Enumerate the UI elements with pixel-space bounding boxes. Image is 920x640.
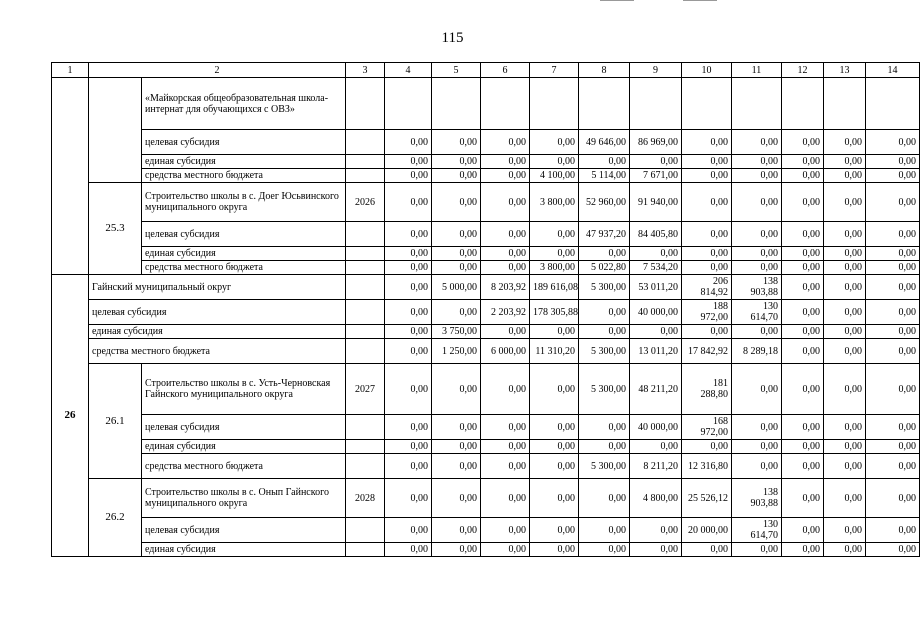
value-cell: 0,00 xyxy=(481,261,530,275)
value-cell: 0,00 xyxy=(481,454,530,479)
year-cell xyxy=(346,454,385,479)
value-cell: 0,00 xyxy=(824,169,866,183)
value-cell: 0,00 xyxy=(824,130,866,155)
value-cell xyxy=(732,78,782,130)
value-cell: 0,00 xyxy=(385,300,432,325)
table-row xyxy=(52,222,920,247)
value-cell: 0,00 xyxy=(530,222,579,247)
table-row xyxy=(52,325,920,339)
year-cell xyxy=(346,543,385,557)
value-cell: 0,00 xyxy=(530,364,579,415)
table-row xyxy=(52,339,920,364)
value-cell xyxy=(432,78,481,130)
value-cell: 91 940,00 xyxy=(630,183,682,222)
table-row xyxy=(52,155,920,169)
value-cell: 0,00 xyxy=(682,440,732,454)
value-cell: 0,00 xyxy=(682,169,732,183)
value-cell: 40 000,00 xyxy=(630,415,682,440)
value-cell: 0,00 xyxy=(732,261,782,275)
value-cell: 0,00 xyxy=(481,155,530,169)
value-cell: 178 305,88 xyxy=(530,300,579,325)
value-cell: 0,00 xyxy=(481,222,530,247)
value-cell: 0,00 xyxy=(432,155,481,169)
header-cell: 5 xyxy=(432,63,481,78)
value-cell: 2 203,92 xyxy=(481,300,530,325)
value-cell: 0,00 xyxy=(782,454,824,479)
value-cell: 0,00 xyxy=(579,518,630,543)
row-label: «Майкорская общеобразовательная школа-интернат для обучающихся с ОВЗ» xyxy=(142,78,346,130)
value-cell: 0,00 xyxy=(682,543,732,557)
value-cell: 0,00 xyxy=(782,543,824,557)
value-cell: 0,00 xyxy=(630,518,682,543)
table-row xyxy=(52,518,920,543)
row-label: единая субсидия xyxy=(142,247,346,261)
value-cell xyxy=(530,78,579,130)
value-cell: 0,00 xyxy=(385,364,432,415)
year-cell xyxy=(346,169,385,183)
row-label: средства местного бюджета xyxy=(142,169,346,183)
value-cell: 4 800,00 xyxy=(630,479,682,518)
year-cell: 2026 xyxy=(346,183,385,222)
header-cell: 10 xyxy=(682,63,732,78)
table-row xyxy=(52,454,920,479)
value-cell: 8 211,20 xyxy=(630,454,682,479)
header-cell: 12 xyxy=(782,63,824,78)
value-cell: 130 614,70 xyxy=(732,518,782,543)
value-cell xyxy=(579,78,630,130)
value-cell: 0,00 xyxy=(682,183,732,222)
value-cell: 5 022,80 xyxy=(579,261,630,275)
value-cell: 0,00 xyxy=(481,543,530,557)
value-cell: 181 288,80 xyxy=(682,364,732,415)
value-cell: 7 534,20 xyxy=(630,261,682,275)
value-cell: 6 000,00 xyxy=(481,339,530,364)
year-cell xyxy=(346,247,385,261)
row-label: средства местного бюджета xyxy=(142,261,346,275)
value-cell: 0,00 xyxy=(385,247,432,261)
value-cell: 0,00 xyxy=(481,479,530,518)
value-cell: 0,00 xyxy=(866,222,920,247)
value-cell: 0,00 xyxy=(530,440,579,454)
row-label: Строительство школы в с. Доег Юсьвинского муниципального округа xyxy=(142,183,346,222)
header-cell: 6 xyxy=(481,63,530,78)
row-label: Строительство школы в с. Онып Гайнского муниципального округа xyxy=(142,479,346,518)
value-cell: 0,00 xyxy=(432,222,481,247)
value-cell: 130 614,70 xyxy=(732,300,782,325)
value-cell: 0,00 xyxy=(824,518,866,543)
value-cell: 0,00 xyxy=(432,130,481,155)
value-cell: 0,00 xyxy=(432,440,481,454)
value-cell: 0,00 xyxy=(579,440,630,454)
value-cell: 0,00 xyxy=(824,415,866,440)
value-cell: 5 114,00 xyxy=(579,169,630,183)
value-cell: 188 972,00 xyxy=(682,300,732,325)
value-cell: 0,00 xyxy=(866,300,920,325)
value-cell: 0,00 xyxy=(824,300,866,325)
value-cell: 0,00 xyxy=(579,415,630,440)
value-cell: 0,00 xyxy=(481,130,530,155)
value-cell: 0,00 xyxy=(385,415,432,440)
subsection-number: 26.2 xyxy=(89,479,142,557)
value-cell xyxy=(630,78,682,130)
header-cell: 13 xyxy=(824,63,866,78)
value-cell: 0,00 xyxy=(630,247,682,261)
value-cell: 0,00 xyxy=(866,183,920,222)
scan-edge-mark xyxy=(600,0,634,1)
value-cell: 0,00 xyxy=(782,300,824,325)
value-cell: 0,00 xyxy=(732,325,782,339)
value-cell: 0,00 xyxy=(432,169,481,183)
value-cell: 0,00 xyxy=(732,543,782,557)
table-row xyxy=(52,479,920,518)
year-cell xyxy=(346,518,385,543)
value-cell: 0,00 xyxy=(782,155,824,169)
value-cell: 0,00 xyxy=(782,275,824,300)
table-row xyxy=(52,261,920,275)
header-row xyxy=(52,63,920,78)
value-cell: 0,00 xyxy=(530,247,579,261)
value-cell: 0,00 xyxy=(682,155,732,169)
year-cell xyxy=(346,78,385,130)
value-cell: 0,00 xyxy=(782,440,824,454)
value-cell: 0,00 xyxy=(732,454,782,479)
value-cell: 0,00 xyxy=(732,415,782,440)
value-cell: 0,00 xyxy=(385,339,432,364)
value-cell: 0,00 xyxy=(530,479,579,518)
value-cell: 5 000,00 xyxy=(432,275,481,300)
value-cell: 0,00 xyxy=(481,169,530,183)
value-cell: 0,00 xyxy=(732,130,782,155)
value-cell: 0,00 xyxy=(630,440,682,454)
value-cell: 0,00 xyxy=(866,543,920,557)
value-cell: 8 289,18 xyxy=(732,339,782,364)
value-cell: 5 300,00 xyxy=(579,454,630,479)
value-cell: 138 903,88 xyxy=(732,479,782,518)
value-cell: 47 937,20 xyxy=(579,222,630,247)
value-cell: 0,00 xyxy=(481,247,530,261)
row-label: единая субсидия xyxy=(142,440,346,454)
value-cell: 0,00 xyxy=(866,339,920,364)
value-cell: 0,00 xyxy=(866,364,920,415)
row-label: единая субсидия xyxy=(142,543,346,557)
value-cell: 0,00 xyxy=(866,518,920,543)
value-cell: 0,00 xyxy=(630,155,682,169)
value-cell: 0,00 xyxy=(579,247,630,261)
header-cell: 9 xyxy=(630,63,682,78)
value-cell xyxy=(682,78,732,130)
value-cell: 0,00 xyxy=(579,543,630,557)
header-cell: 2 xyxy=(89,63,346,78)
row-label: единая субсидия xyxy=(142,155,346,169)
value-cell: 0,00 xyxy=(630,325,682,339)
value-cell: 0,00 xyxy=(866,325,920,339)
value-cell: 0,00 xyxy=(530,454,579,479)
value-cell: 0,00 xyxy=(824,440,866,454)
table-row xyxy=(52,543,920,557)
value-cell: 0,00 xyxy=(579,300,630,325)
subsection-cell xyxy=(89,78,142,183)
value-cell: 0,00 xyxy=(682,247,732,261)
year-cell xyxy=(346,440,385,454)
header-cell: 11 xyxy=(732,63,782,78)
scan-edge-mark xyxy=(683,0,717,1)
value-cell: 0,00 xyxy=(530,325,579,339)
value-cell: 0,00 xyxy=(782,415,824,440)
value-cell: 0,00 xyxy=(432,247,481,261)
budget-table xyxy=(51,62,920,557)
row-label: целевая субсидия xyxy=(142,222,346,247)
value-cell: 0,00 xyxy=(481,415,530,440)
table-row xyxy=(52,247,920,261)
value-cell: 0,00 xyxy=(824,454,866,479)
value-cell: 1 250,00 xyxy=(432,339,481,364)
value-cell: 0,00 xyxy=(782,247,824,261)
value-cell: 0,00 xyxy=(530,518,579,543)
value-cell: 0,00 xyxy=(432,518,481,543)
value-cell: 5 300,00 xyxy=(579,275,630,300)
value-cell: 0,00 xyxy=(385,183,432,222)
value-cell: 0,00 xyxy=(866,247,920,261)
value-cell: 49 646,00 xyxy=(579,130,630,155)
row-label: целевая субсидия xyxy=(142,518,346,543)
value-cell: 0,00 xyxy=(385,169,432,183)
value-cell: 0,00 xyxy=(530,543,579,557)
row-label: средства местного бюджета xyxy=(142,454,346,479)
value-cell: 20 000,00 xyxy=(682,518,732,543)
subsection-number: 26.1 xyxy=(89,364,142,479)
value-cell: 0,00 xyxy=(432,454,481,479)
year-cell: 2027 xyxy=(346,364,385,415)
value-cell: 0,00 xyxy=(866,440,920,454)
value-cell: 0,00 xyxy=(824,261,866,275)
value-cell: 0,00 xyxy=(579,479,630,518)
value-cell: 8 203,92 xyxy=(481,275,530,300)
value-cell: 0,00 xyxy=(824,339,866,364)
value-cell: 25 526,12 xyxy=(682,479,732,518)
value-cell: 0,00 xyxy=(385,130,432,155)
value-cell: 4 100,00 xyxy=(530,169,579,183)
value-cell: 48 211,20 xyxy=(630,364,682,415)
value-cell: 0,00 xyxy=(579,155,630,169)
value-cell: 206 814,92 xyxy=(682,275,732,300)
value-cell: 0,00 xyxy=(481,325,530,339)
section-number-cell xyxy=(52,78,89,275)
value-cell: 0,00 xyxy=(682,222,732,247)
value-cell: 13 011,20 xyxy=(630,339,682,364)
value-cell: 0,00 xyxy=(630,543,682,557)
table-row xyxy=(52,183,920,222)
value-cell: 189 616,08 xyxy=(530,275,579,300)
value-cell xyxy=(824,78,866,130)
value-cell: 0,00 xyxy=(432,261,481,275)
value-cell: 0,00 xyxy=(732,440,782,454)
value-cell: 0,00 xyxy=(732,155,782,169)
value-cell: 0,00 xyxy=(682,130,732,155)
value-cell: 0,00 xyxy=(385,275,432,300)
header-cell: 14 xyxy=(866,63,920,78)
row-label: Гайнский муниципальный округ xyxy=(89,275,346,300)
row-label: единая субсидия xyxy=(89,325,346,339)
header-cell: 4 xyxy=(385,63,432,78)
value-cell: 0,00 xyxy=(824,183,866,222)
value-cell xyxy=(385,78,432,130)
value-cell: 0,00 xyxy=(866,130,920,155)
value-cell: 0,00 xyxy=(385,261,432,275)
value-cell: 0,00 xyxy=(824,155,866,169)
value-cell: 0,00 xyxy=(782,169,824,183)
value-cell: 0,00 xyxy=(866,275,920,300)
value-cell: 0,00 xyxy=(385,440,432,454)
table-row xyxy=(52,130,920,155)
year-cell xyxy=(346,275,385,300)
value-cell: 0,00 xyxy=(782,222,824,247)
value-cell: 168 972,00 xyxy=(682,415,732,440)
page-number: 115 xyxy=(441,30,464,46)
table-row xyxy=(52,78,920,130)
value-cell: 3 800,00 xyxy=(530,261,579,275)
value-cell: 0,00 xyxy=(530,155,579,169)
value-cell: 11 310,20 xyxy=(530,339,579,364)
year-cell xyxy=(346,415,385,440)
value-cell: 0,00 xyxy=(432,183,481,222)
value-cell: 0,00 xyxy=(782,339,824,364)
value-cell: 17 842,92 xyxy=(682,339,732,364)
table-row xyxy=(52,364,920,415)
value-cell: 0,00 xyxy=(782,518,824,543)
year-cell xyxy=(346,261,385,275)
value-cell: 5 300,00 xyxy=(579,339,630,364)
value-cell: 0,00 xyxy=(481,440,530,454)
value-cell: 86 969,00 xyxy=(630,130,682,155)
section-number-cell: 26 xyxy=(52,275,89,557)
value-cell: 0,00 xyxy=(732,183,782,222)
value-cell: 0,00 xyxy=(432,479,481,518)
year-cell xyxy=(346,325,385,339)
value-cell: 0,00 xyxy=(481,518,530,543)
value-cell: 53 011,20 xyxy=(630,275,682,300)
row-label: целевая субсидия xyxy=(142,415,346,440)
value-cell: 0,00 xyxy=(385,222,432,247)
value-cell: 0,00 xyxy=(432,300,481,325)
value-cell: 0,00 xyxy=(732,169,782,183)
value-cell: 0,00 xyxy=(385,479,432,518)
value-cell: 0,00 xyxy=(824,364,866,415)
row-label: целевая субсидия xyxy=(142,130,346,155)
value-cell xyxy=(481,78,530,130)
row-label: целевая субсидия xyxy=(89,300,346,325)
value-cell: 84 405,80 xyxy=(630,222,682,247)
value-cell: 0,00 xyxy=(824,479,866,518)
value-cell xyxy=(782,78,824,130)
table-row xyxy=(52,440,920,454)
value-cell: 0,00 xyxy=(824,325,866,339)
value-cell: 5 300,00 xyxy=(579,364,630,415)
value-cell: 0,00 xyxy=(782,130,824,155)
year-cell xyxy=(346,130,385,155)
value-cell: 0,00 xyxy=(682,261,732,275)
value-cell: 0,00 xyxy=(782,183,824,222)
table-row xyxy=(52,169,920,183)
year-cell xyxy=(346,222,385,247)
year-cell: 2028 xyxy=(346,479,385,518)
value-cell: 0,00 xyxy=(782,364,824,415)
value-cell: 0,00 xyxy=(866,155,920,169)
value-cell: 0,00 xyxy=(385,454,432,479)
value-cell: 0,00 xyxy=(824,247,866,261)
value-cell: 3 750,00 xyxy=(432,325,481,339)
value-cell: 0,00 xyxy=(530,130,579,155)
value-cell: 52 960,00 xyxy=(579,183,630,222)
value-cell: 0,00 xyxy=(732,222,782,247)
value-cell: 7 671,00 xyxy=(630,169,682,183)
row-label: средства местного бюджета xyxy=(89,339,346,364)
value-cell: 0,00 xyxy=(866,415,920,440)
value-cell: 0,00 xyxy=(782,479,824,518)
value-cell: 0,00 xyxy=(385,155,432,169)
table-row xyxy=(52,300,920,325)
value-cell: 0,00 xyxy=(385,325,432,339)
year-cell xyxy=(346,339,385,364)
value-cell: 0,00 xyxy=(866,479,920,518)
value-cell: 0,00 xyxy=(530,415,579,440)
value-cell: 0,00 xyxy=(432,543,481,557)
header-cell: 3 xyxy=(346,63,385,78)
table-row xyxy=(52,275,920,300)
value-cell: 0,00 xyxy=(866,169,920,183)
subsection-number: 25.3 xyxy=(89,183,142,275)
value-cell: 138 903,88 xyxy=(732,275,782,300)
value-cell: 0,00 xyxy=(824,275,866,300)
value-cell: 3 800,00 xyxy=(530,183,579,222)
value-cell: 0,00 xyxy=(732,364,782,415)
value-cell: 12 316,80 xyxy=(682,454,732,479)
value-cell: 0,00 xyxy=(385,518,432,543)
value-cell: 0,00 xyxy=(824,543,866,557)
value-cell: 0,00 xyxy=(385,543,432,557)
value-cell xyxy=(866,78,920,130)
value-cell: 0,00 xyxy=(866,261,920,275)
year-cell xyxy=(346,300,385,325)
value-cell: 0,00 xyxy=(481,183,530,222)
value-cell: 0,00 xyxy=(782,325,824,339)
row-label: Строительство школы в с. Усть-Черновская Гайнского муниципального округа xyxy=(142,364,346,415)
table-row xyxy=(52,415,920,440)
value-cell: 0,00 xyxy=(782,261,824,275)
header-cell: 7 xyxy=(530,63,579,78)
value-cell: 0,00 xyxy=(432,364,481,415)
header-cell: 8 xyxy=(579,63,630,78)
value-cell: 0,00 xyxy=(579,325,630,339)
value-cell: 0,00 xyxy=(866,454,920,479)
year-cell xyxy=(346,155,385,169)
value-cell: 0,00 xyxy=(481,364,530,415)
value-cell: 0,00 xyxy=(682,325,732,339)
value-cell: 0,00 xyxy=(824,222,866,247)
value-cell: 40 000,00 xyxy=(630,300,682,325)
header-cell: 1 xyxy=(52,63,89,78)
value-cell: 0,00 xyxy=(732,247,782,261)
value-cell: 0,00 xyxy=(432,415,481,440)
